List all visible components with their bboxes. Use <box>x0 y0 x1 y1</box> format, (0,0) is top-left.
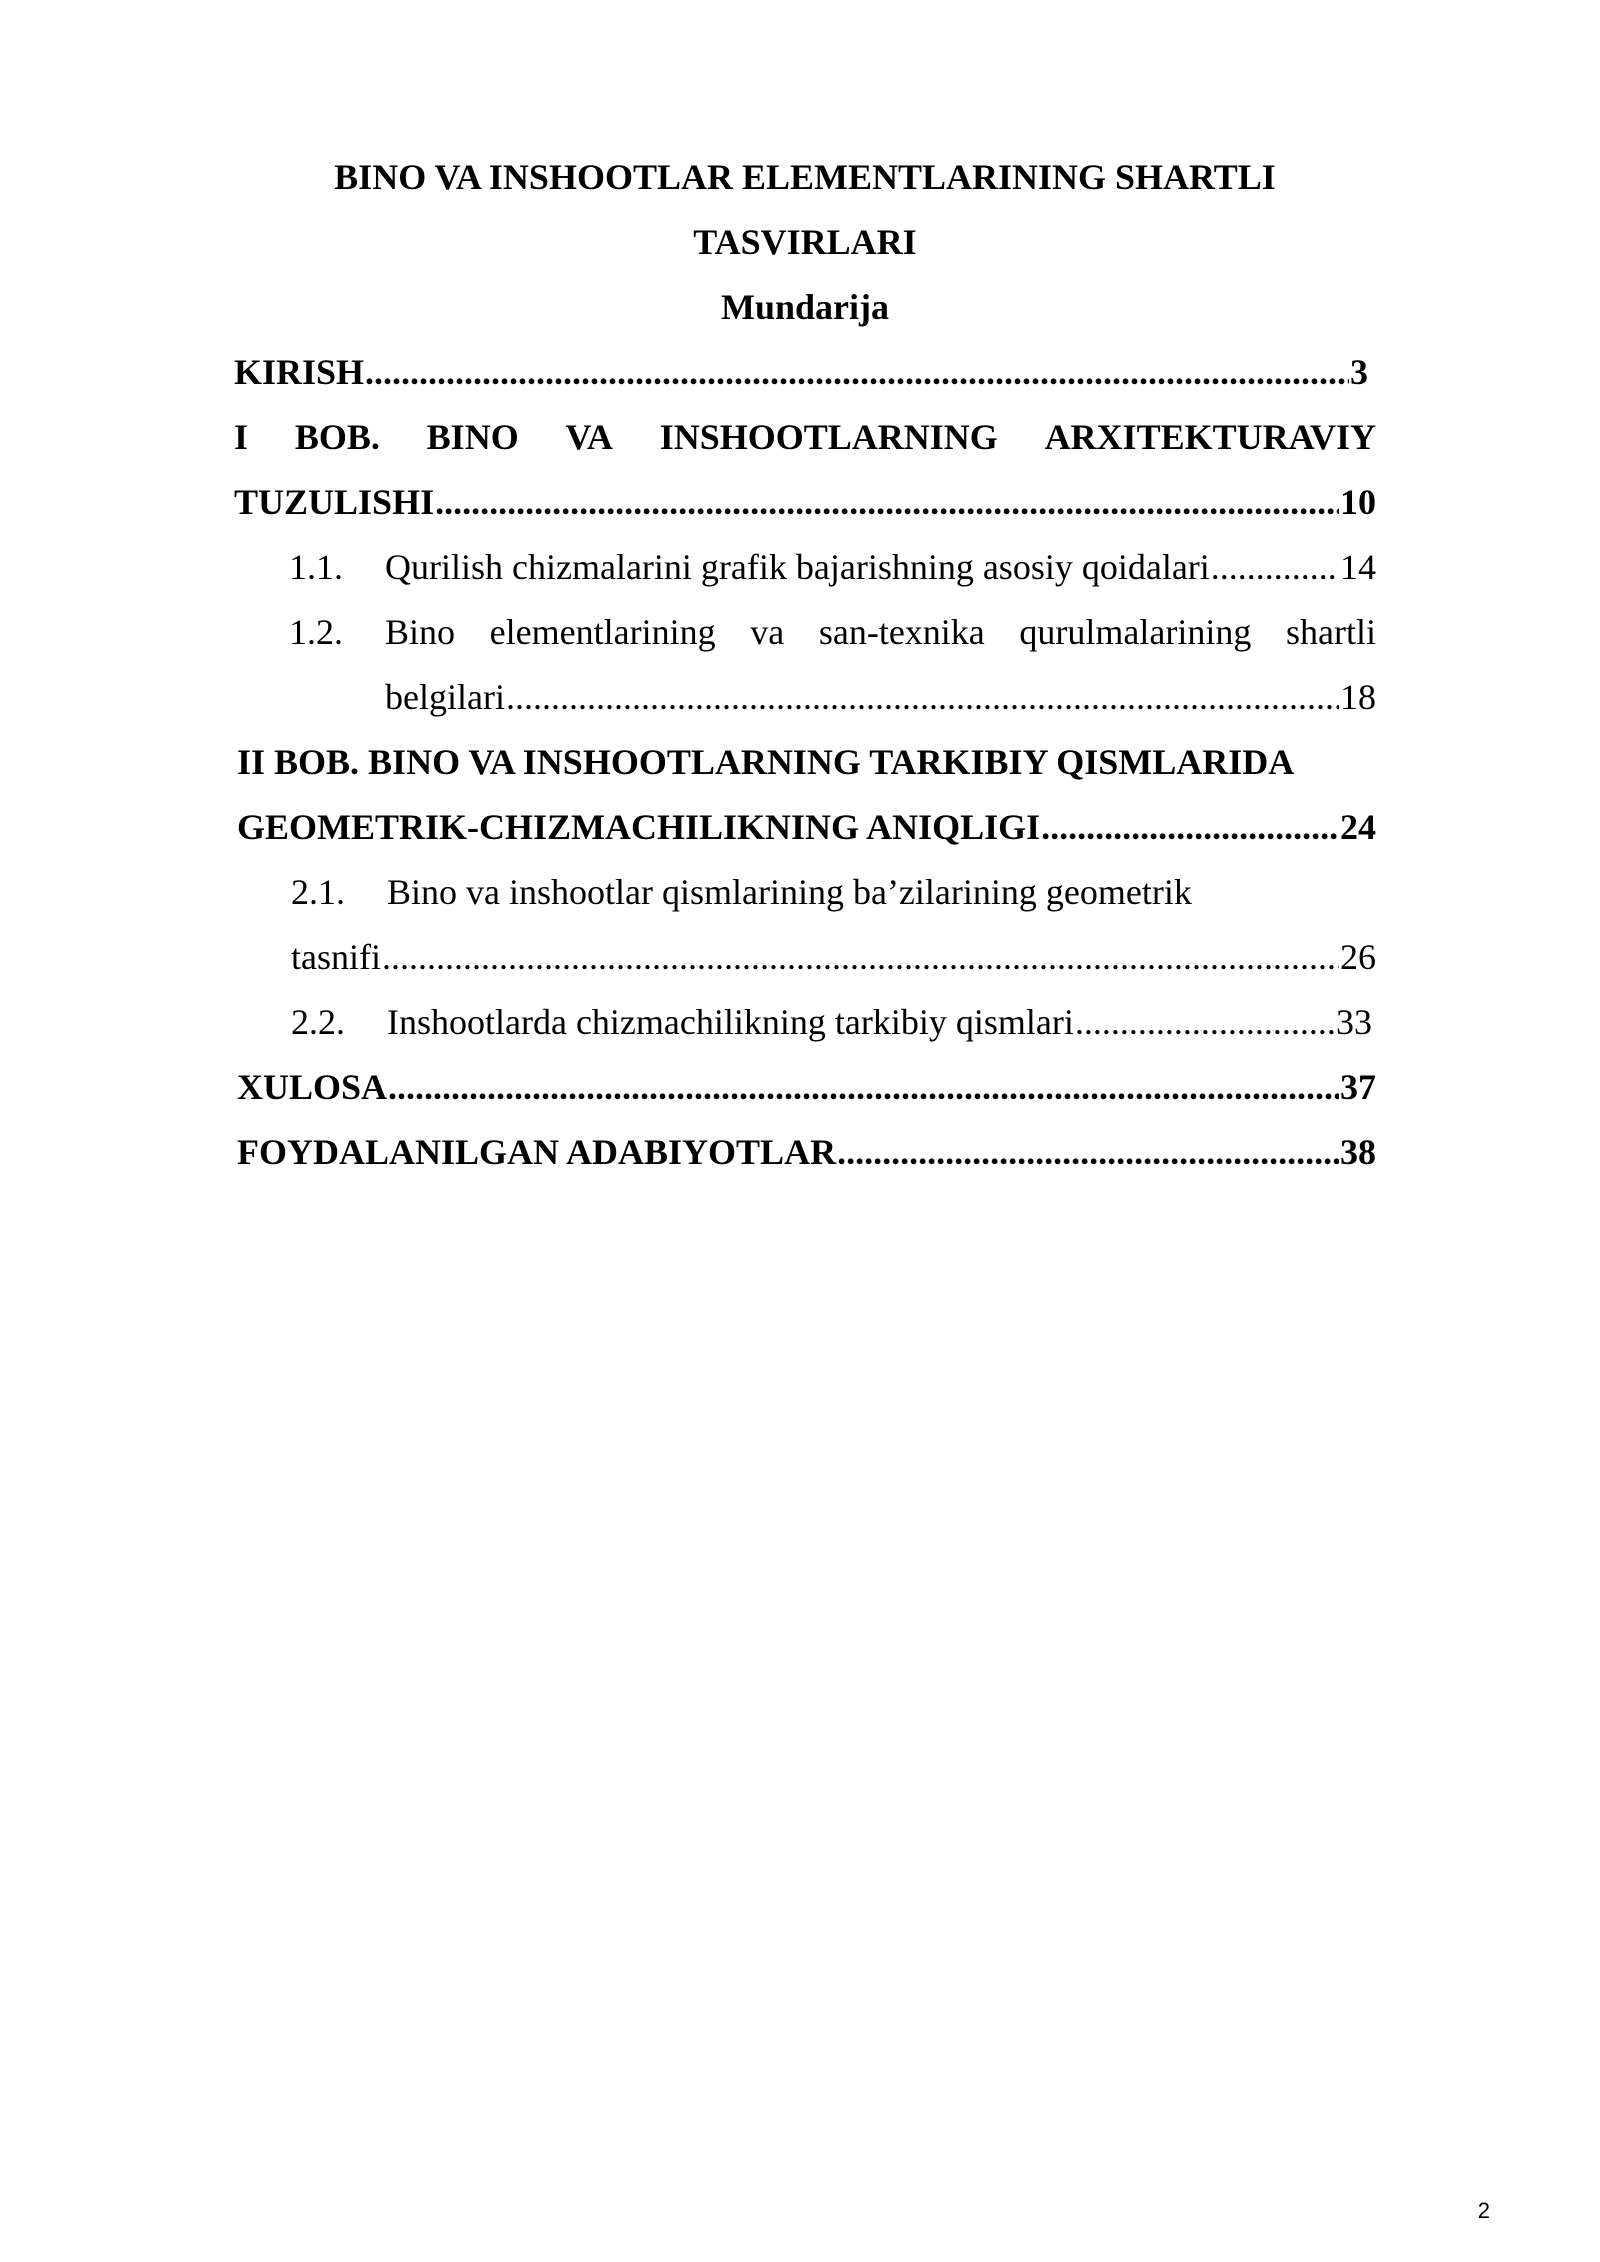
toc-page-number: 10 <box>1340 482 1376 522</box>
word: BOB. <box>294 417 380 457</box>
toc-page-number: 26 <box>1340 937 1376 977</box>
toc-chapter-2-line-1[interactable] <box>234 730 1376 795</box>
toc-entry-label: Qurilish chizmalarini grafik bajarishning asosiy qoidalari <box>385 547 1210 587</box>
table-of-contents <box>234 145 1376 1185</box>
toc-entry-label: Inshootlarda chizmachilikning tarkibiy qismlari <box>387 1002 1074 1042</box>
word: Bino <box>385 612 456 652</box>
word: qurulmalarining <box>1019 612 1252 652</box>
toc-page-number: 33 <box>1336 1002 1372 1042</box>
toc-entry-xulosa[interactable] <box>234 1055 1376 1120</box>
leader-dots <box>388 1055 1339 1120</box>
leader-dots <box>506 665 1339 730</box>
toc-page-number: 24 <box>1340 807 1376 847</box>
toc-entry-label: XULOSA <box>237 1067 388 1107</box>
toc-page-number: 18 <box>1340 677 1376 717</box>
word: I <box>234 417 249 457</box>
leader-dots <box>365 340 1349 405</box>
toc-page-number: 38 <box>1340 1132 1376 1172</box>
word: elementlarining <box>489 612 716 652</box>
toc-entry-label: Bino va inshootlar qismlarining ba’zilarining geometrik <box>387 872 1192 912</box>
document-title-line-2: TASVIRLARI <box>693 222 917 262</box>
toc-chapter-1-line-2[interactable] <box>234 470 1376 535</box>
word: VA <box>565 417 613 457</box>
toc-chapter-1-line-1[interactable] <box>234 405 1376 470</box>
toc-page-number: 37 <box>1340 1067 1376 1107</box>
toc-section-1-2-line-1[interactable] <box>234 600 1376 665</box>
word: va <box>750 612 785 652</box>
toc-section-2-1-line-1[interactable] <box>234 860 1376 925</box>
toc-entry-label: belgilari <box>385 677 505 717</box>
section-number: 2.1. <box>291 872 345 912</box>
section-number: 2.2. <box>291 1002 345 1042</box>
toc-page-number: 3 <box>1350 352 1368 392</box>
toc-entry-label <box>385 600 1376 665</box>
toc-page-number: 14 <box>1340 547 1376 587</box>
word: san-texnika <box>818 612 985 652</box>
leader-dots <box>837 1120 1339 1185</box>
leader-dots <box>435 470 1339 535</box>
leader-dots <box>1075 990 1335 1055</box>
page-number: 2 <box>1477 2198 1490 2223</box>
word: BINO <box>426 417 519 457</box>
toc-heading: Mundarija <box>720 287 889 327</box>
section-number: 1.1. <box>289 547 343 587</box>
word: ARXITEKTURAVIY <box>1044 417 1376 457</box>
toc-entry-label: GEOMETRIK-CHIZMACHILIKNING ANIQLIGI <box>237 807 1041 847</box>
toc-entry-kirish[interactable] <box>234 340 1376 405</box>
toc-chapter-2-line-2[interactable] <box>234 795 1376 860</box>
toc-entry-adabiyotlar[interactable] <box>234 1120 1376 1185</box>
toc-section-1-1[interactable] <box>234 535 1376 600</box>
toc-section-1-2-line-2[interactable] <box>234 665 1376 730</box>
toc-entry-label: TUZULISHI <box>234 482 435 522</box>
toc-entry-label: tasnifi <box>291 937 381 977</box>
toc-entry-label: II BOB. BINO VA INSHOOTLARNING TARKIBIY QISMLARIDA <box>237 742 1295 782</box>
leader-dots <box>1041 795 1339 860</box>
leader-dots <box>1211 535 1339 600</box>
toc-entry-label: FOYDALANILGAN ADABIYOTLAR <box>237 1132 837 1172</box>
toc-section-2-1-line-2[interactable] <box>234 925 1376 990</box>
section-number: 1.2. <box>289 612 343 652</box>
toc-section-2-2[interactable] <box>234 990 1376 1055</box>
toc-entry-label: KIRISH <box>234 352 365 392</box>
word: shartli <box>1286 612 1376 652</box>
leader-dots <box>382 925 1339 990</box>
document-title-line-1: BINO VA INSHOOTLAR ELEMENTLARINING SHARTLI <box>334 157 1276 197</box>
word: INSHOOTLARNING <box>659 417 998 457</box>
